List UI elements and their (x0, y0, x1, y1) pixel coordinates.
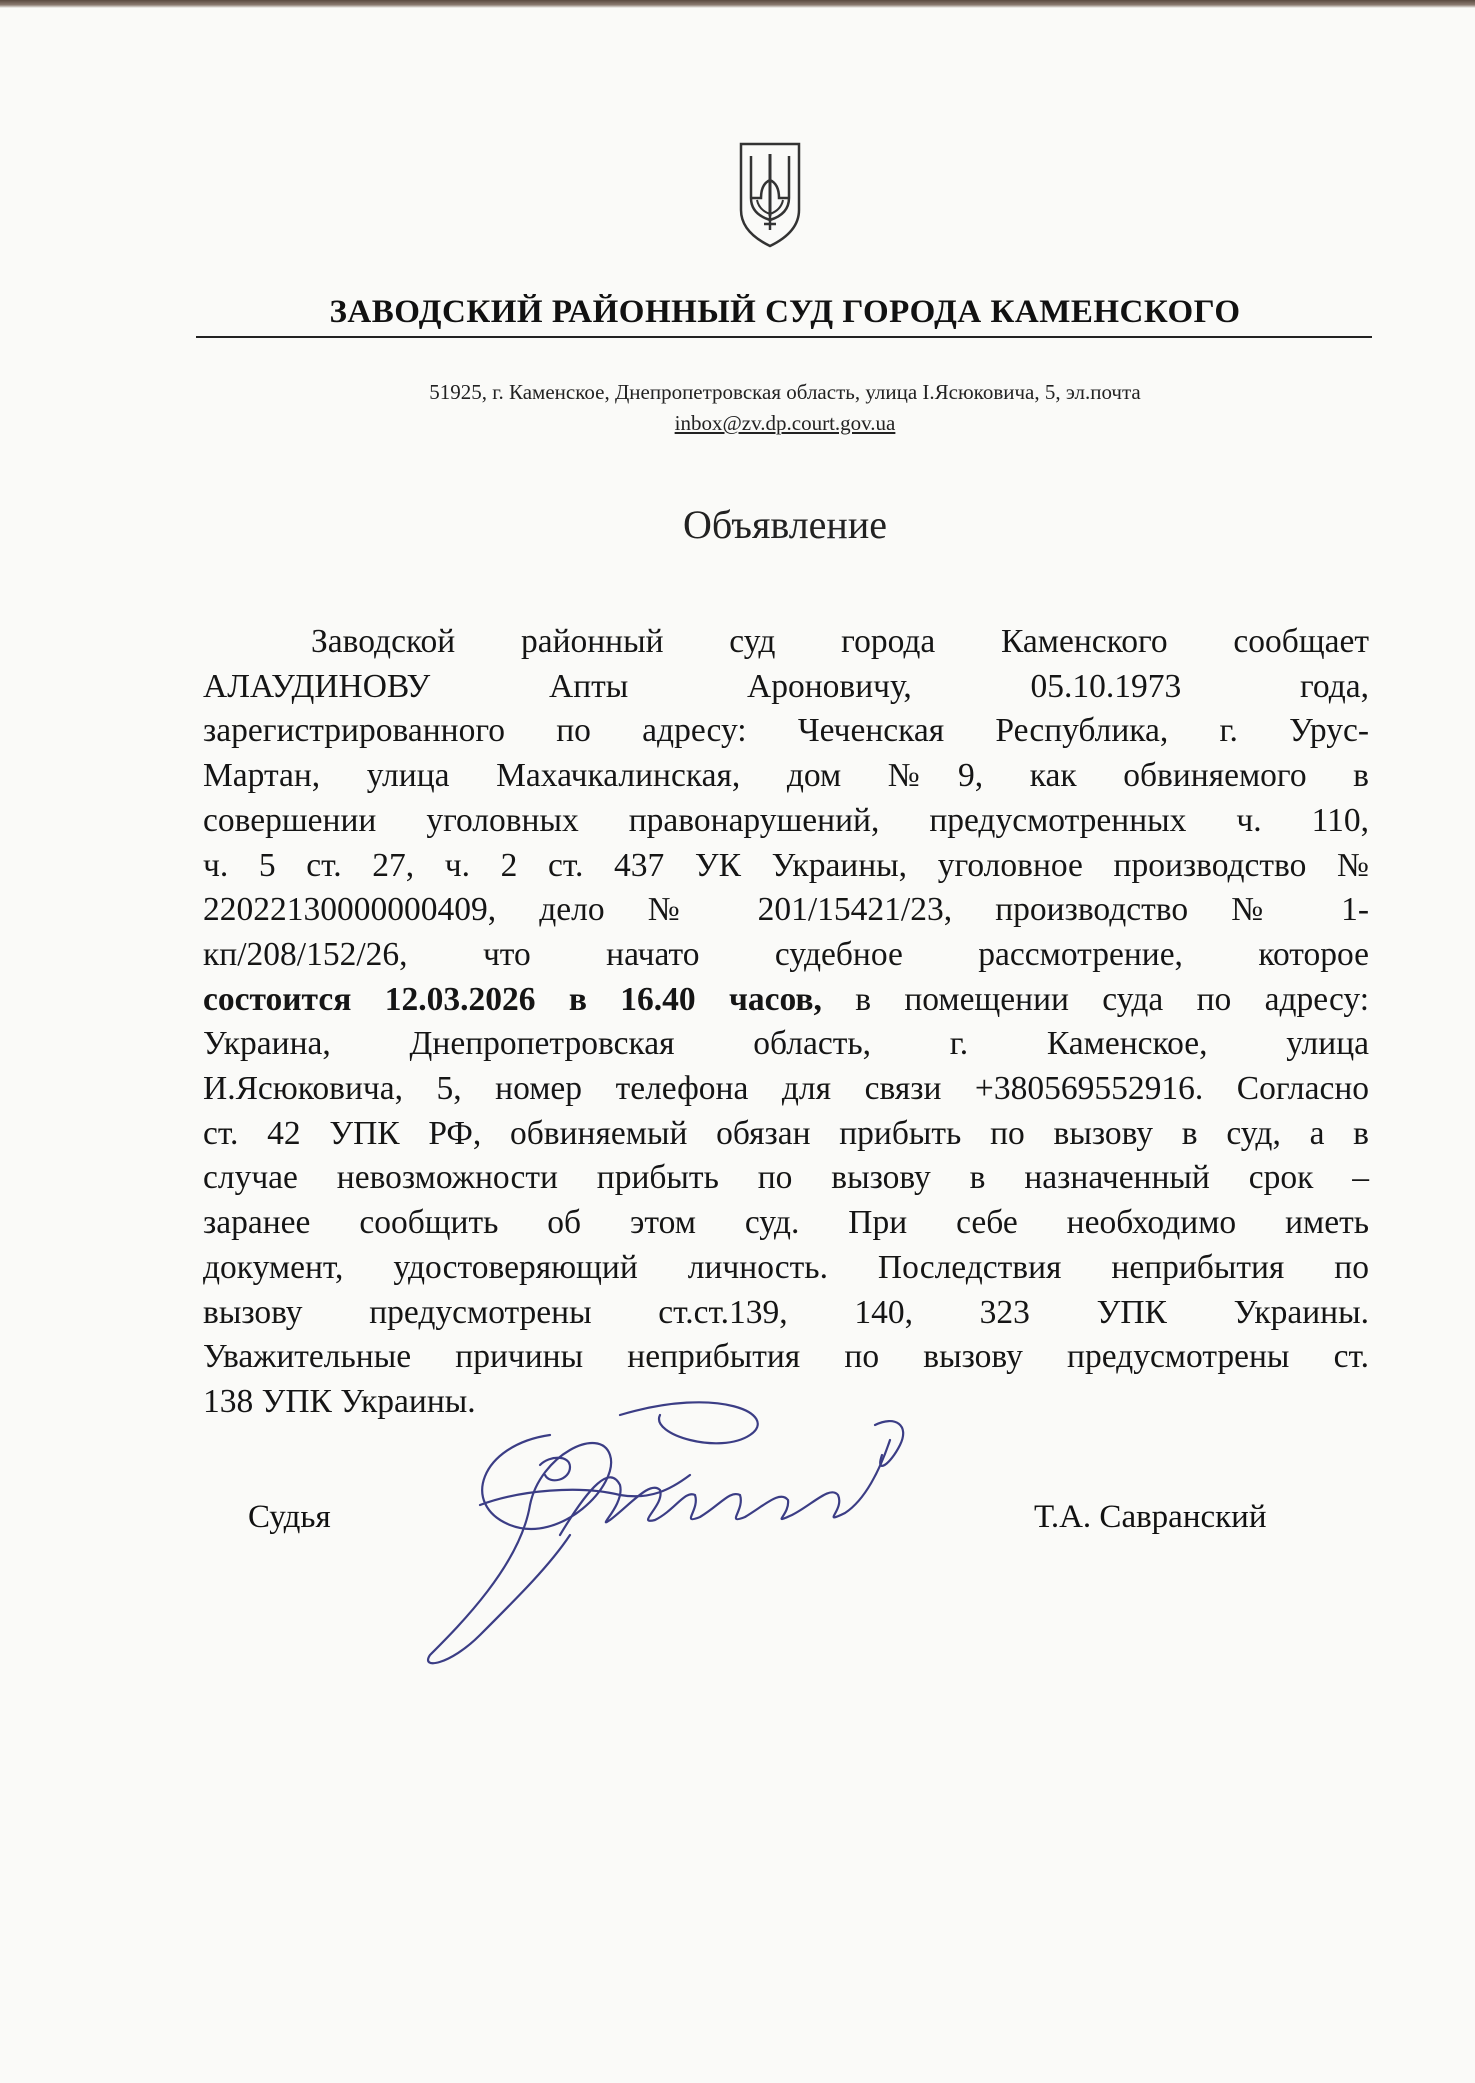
body-line: случае невозможности прибыть по вызову в назначенный срок – (203, 1159, 1369, 1197)
body-line: Уважительные причины неприбытия по вызову предусмотрены ст. (203, 1338, 1369, 1376)
body-line: ч. 5 ст. 27, ч. 2 ст. 437 УК Украины, уголовное производство № (203, 846, 1369, 884)
document-heading: Объявление (683, 502, 887, 547)
judge-role: Судья (248, 1499, 331, 1535)
court-address: 51925, г. Каменское, Днепропетровская область, улица І.Ясюковича, 5, эл.почта (429, 380, 1141, 404)
body-line: заранее сообщить об этом суд. При себе необходимо иметь (203, 1204, 1369, 1242)
body-line-hearing-date (203, 978, 1369, 1023)
body-line: 22022130000000409, дело № 201/15421/23, производство № 1- (203, 891, 1369, 929)
body-line: 138 УПК Украины. (203, 1382, 476, 1420)
body-line: зарегистрированного по адресу: Чеченская Республика, г. Урус- (203, 712, 1369, 750)
title-underline (196, 336, 1372, 338)
announcement-body (203, 620, 1369, 1425)
body-line: вызову предусмотрены ст.ст.139, 140, 323 УПК Украины. (203, 1293, 1369, 1331)
court-name: ЗАВОДСКИЙ РАЙОННЫЙ СУД ГОРОДА КАМЕНСКОГО (329, 294, 1241, 330)
body-line: АЛАУДИНОВУ Апты Ароновичу, 05.10.1973 года, (203, 667, 1369, 705)
page-top-edge (0, 0, 1475, 8)
body-line: Украина, Днепропетровская область, г. Каменское, улица (203, 1025, 1369, 1063)
body-line: И.Ясюковича, 5, номер телефона для связи +380569552916. Согласно (203, 1070, 1369, 1108)
body-line: совершении уголовных правонарушений, предусмотренных ч. 110, (203, 801, 1369, 839)
court-email: inbox@zv.dp.court.gov.ua (674, 411, 896, 435)
hearing-location-text: в помещении суда по адресу: (855, 980, 1369, 1018)
handwritten-signature (420, 1395, 960, 1675)
judge-name: Т.А. Савранский (1034, 1499, 1267, 1535)
body-line: документ, удостоверяющий личность. Последствия неприбытия по (203, 1248, 1369, 1286)
body-line: ст. 42 УПК РФ, обвиняемый обязан прибыть по вызову в суд, а в (203, 1114, 1369, 1152)
body-line: кп/208/152/26, что начато судебное рассмотрение, которое (203, 935, 1369, 973)
hearing-date-text: состоится 12.03.2026 в 16.40 часов, (203, 980, 822, 1018)
coat-of-arms-icon (737, 140, 803, 250)
body-line: Заводской районный суд города Каменского сообщает (311, 623, 1369, 660)
body-line: Мартан, улица Махачкалинская, дом №9, как обвиняемого в (203, 757, 1369, 795)
